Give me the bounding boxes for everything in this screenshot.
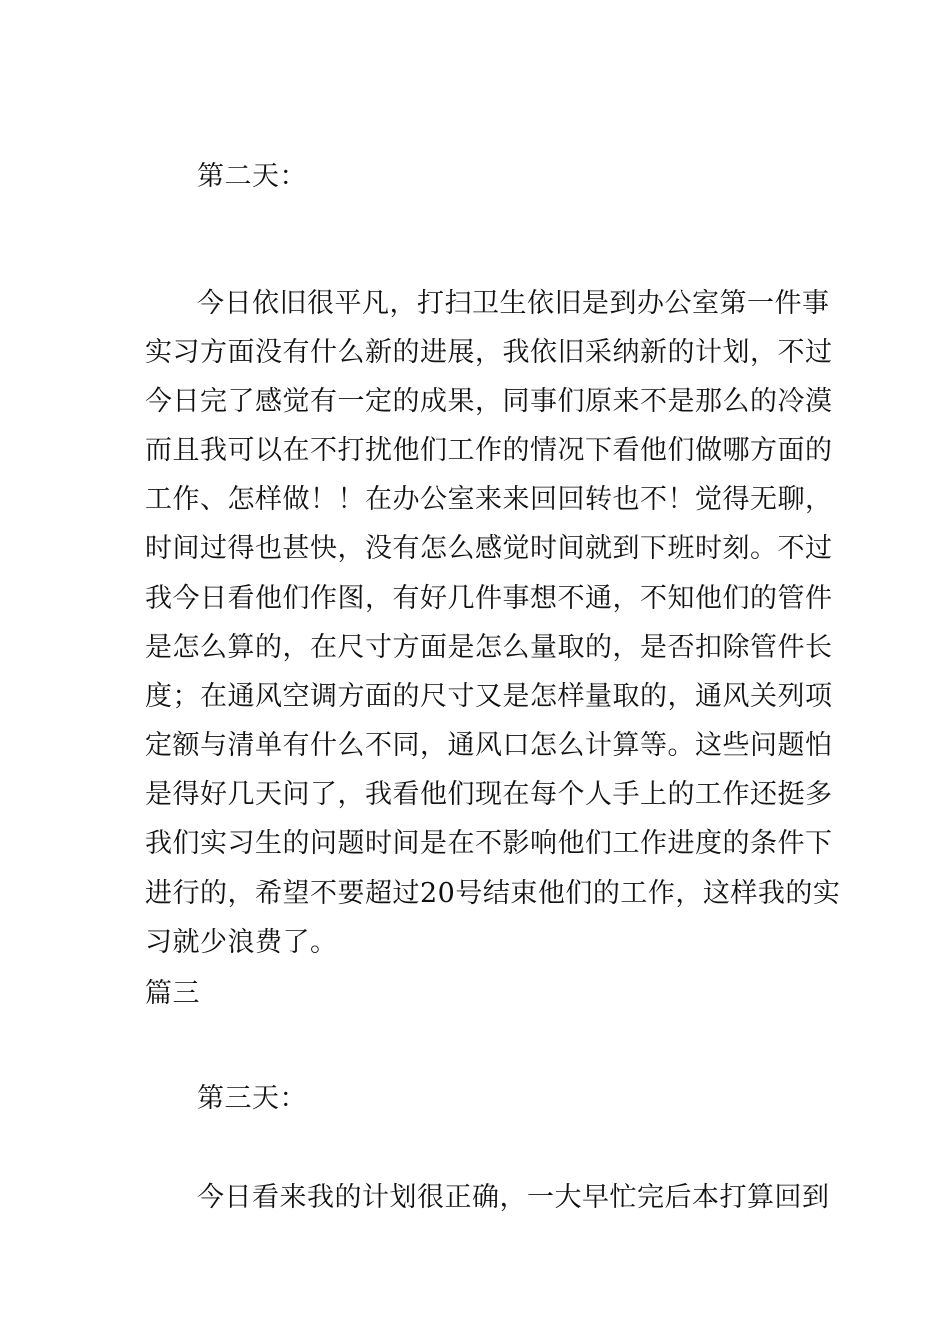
paragraph-line: 习就少浪费了。 — [145, 927, 338, 958]
paragraph-line: 进行的，希望不要超过20号结束他们的工作，这样我的实 — [145, 878, 841, 909]
paragraph-line: 工作、怎样做！！在办公室来来回回转也不！觉得无聊， — [145, 484, 833, 515]
section-three-label: 篇三 — [145, 978, 200, 1009]
paragraph-line: 时间过得也甚快，没有怎么感觉时间就到下班时刻。不过 — [145, 533, 833, 564]
paragraph-line: 而且我可以在不打扰他们工作的情况下看他们做哪方面的 — [145, 435, 833, 466]
paragraph-line: 我们实习生的问题时间是在不影响他们工作进度的条件下 — [145, 828, 833, 859]
paragraph-line: 度；在通风空调方面的尺寸又是怎样量取的，通风关列项 — [145, 681, 833, 712]
paragraph-line: 是得好几天问了，我看他们现在每个人手上的工作还挺多 — [145, 779, 833, 810]
day-three-heading: 第三天： — [197, 1083, 307, 1114]
paragraph-line: 是怎么算的，在尺寸方面是怎么量取的，是否扣除管件长 — [145, 632, 833, 663]
paragraph-line: 定额与清单有什么不同，通风口怎么计算等。这些问题怕 — [145, 730, 833, 761]
paragraph-line: 我今日看他们作图，有好几件事想不通，不知他们的管件 — [145, 583, 833, 614]
paragraph-line: 今日完了感觉有一定的成果，同事们原来不是那么的冷漠 — [145, 386, 833, 417]
paragraph-line: 今日看来我的计划很正确，一大早忙完后本打算回到 — [197, 1182, 830, 1213]
paragraph-line: 实习方面没有什么新的进展，我依旧采纳新的计划，不过 — [145, 337, 833, 368]
day-two-heading: 第二天： — [197, 161, 307, 192]
paragraph-line: 今日依旧很平凡，打扫卫生依旧是到办公室第一件事 — [197, 288, 830, 319]
